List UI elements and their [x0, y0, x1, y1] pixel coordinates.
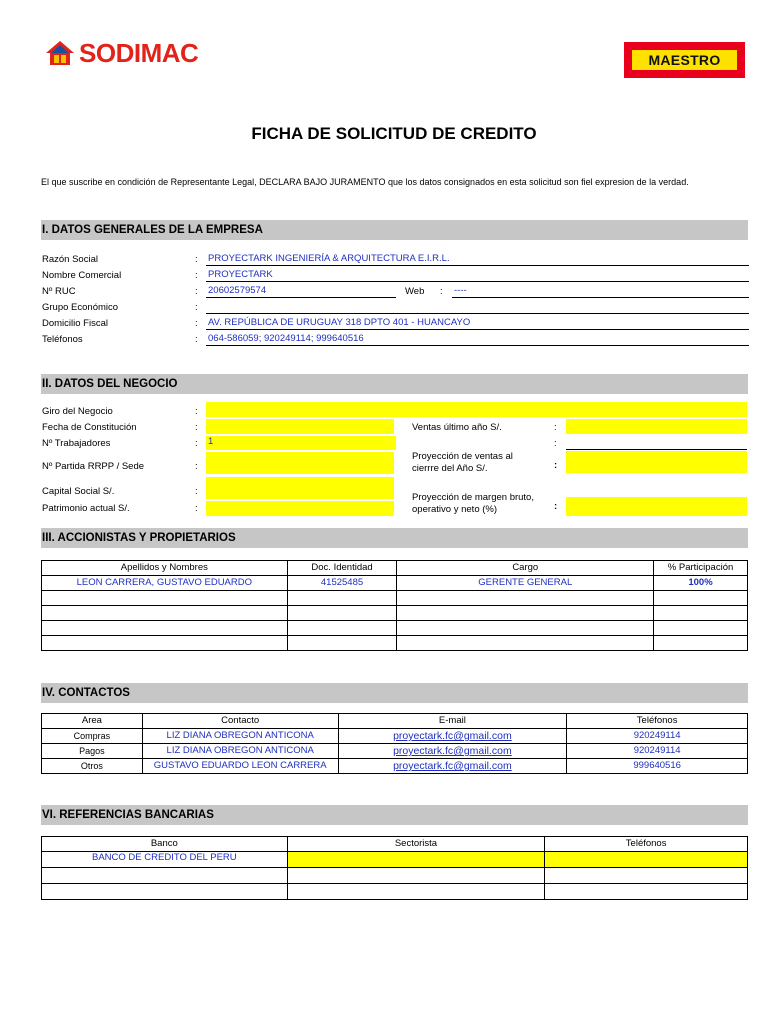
colon: :: [554, 422, 557, 433]
cell[interactable]: GERENTE GENERAL: [397, 576, 654, 591]
nombre-comercial-label: Nombre Comercial: [42, 270, 122, 281]
colon: :: [195, 486, 198, 497]
table-row: [42, 621, 748, 636]
ruc-field[interactable]: 20602579574: [206, 285, 396, 298]
cell[interactable]: [42, 868, 288, 884]
section-datos-generales: I. DATOS GENERALES DE LA EMPRESA: [41, 220, 748, 240]
web-field[interactable]: ----: [452, 285, 749, 298]
razon-social-field[interactable]: PROYECTARK INGENIERÍA & ARQUITECTURA E.I.R.L.: [206, 253, 749, 266]
web-label: Web: [405, 286, 425, 297]
cell[interactable]: [287, 884, 545, 900]
cell[interactable]: [654, 606, 748, 621]
telefonos-field[interactable]: 064-586059; 920249114; 999640516: [206, 333, 749, 346]
nombre-comercial-field[interactable]: PROYECTARK: [206, 269, 749, 282]
cell[interactable]: [397, 591, 654, 606]
colon: :: [195, 270, 198, 281]
giro-field[interactable]: [206, 402, 747, 417]
colon: :: [195, 302, 198, 313]
colon: :: [195, 334, 198, 345]
cell[interactable]: LEON CARRERA, GUSTAVO EDUARDO: [42, 576, 288, 591]
table-row: [42, 636, 748, 651]
cell[interactable]: 41525485: [287, 576, 397, 591]
table-row: [42, 729, 748, 744]
header-banco: Banco: [42, 837, 288, 852]
cell-telefono[interactable]: 920249114: [567, 729, 748, 744]
colon: :: [554, 501, 558, 512]
contactos-table: [41, 713, 748, 774]
cell-area: Otros: [42, 759, 143, 774]
ruc-label: Nº RUC: [42, 286, 76, 297]
cell[interactable]: [42, 884, 288, 900]
table-row: [42, 868, 748, 884]
cell-telefono[interactable]: 999640516: [567, 759, 748, 774]
table-row: [42, 591, 748, 606]
table-row: [42, 576, 748, 591]
razon-social-label: Razón Social: [42, 254, 98, 265]
cell[interactable]: [42, 591, 288, 606]
ventas-field[interactable]: [566, 419, 747, 434]
cell[interactable]: [397, 606, 654, 621]
table-row: [42, 852, 748, 868]
cell[interactable]: [42, 606, 288, 621]
domicilio-fiscal-field[interactable]: AV. REPÚBLICA DE URUGUAY 318 DPTO 401 - HUANCAYO: [206, 317, 749, 330]
telefonos-label: Teléfonos: [42, 334, 83, 345]
section-referencias-bancarias: VI. REFERENCIAS BANCARIAS: [41, 805, 748, 825]
section-accionistas: III. ACCIONISTAS Y PROPIETARIOS: [41, 528, 748, 548]
intro-declaration: El que suscribe en condición de Representante Legal, DECLARA BAJO JURAMENTO que los datos consignados en esta solicitud son fiel expresion de la verdad.: [41, 177, 689, 187]
capital-label: Capital Social S/.: [42, 486, 115, 497]
colon: :: [195, 318, 198, 329]
cell-contacto[interactable]: LIZ DIANA OBREGON ANTICONA: [142, 729, 338, 744]
proy-margen-field[interactable]: [566, 497, 747, 516]
section-contactos: IV. CONTACTOS: [41, 683, 748, 703]
cell-sectorista[interactable]: [287, 852, 545, 868]
colon: :: [554, 460, 558, 471]
table-row: [42, 884, 748, 900]
grupo-economico-field[interactable]: [206, 301, 749, 314]
email-link[interactable]: proyectark.fc@gmail.com: [338, 744, 567, 759]
fecha-constitucion-field[interactable]: [206, 419, 394, 434]
cell-telefono[interactable]: [545, 852, 748, 868]
house-icon: [45, 40, 75, 66]
header-participacion: % Participación: [654, 561, 748, 576]
table-row: [42, 606, 748, 621]
header-telefonos: Teléfonos: [567, 714, 748, 729]
colon: :: [195, 422, 198, 433]
cell[interactable]: [545, 884, 748, 900]
trabajadores-label: Nº Trabajadores: [42, 438, 111, 449]
header-area: Area: [42, 714, 143, 729]
cell[interactable]: [42, 636, 288, 651]
table-row: [42, 744, 748, 759]
grupo-economico-label: Grupo Económico: [42, 302, 119, 313]
cell[interactable]: [545, 868, 748, 884]
header-sectorista: Sectorista: [287, 837, 545, 852]
giro-label: Giro del Negocio: [42, 406, 113, 417]
cell[interactable]: [397, 636, 654, 651]
colon: :: [195, 503, 198, 514]
fecha-constitucion-label: Fecha de Constitución: [42, 422, 137, 433]
partida-field[interactable]: [206, 452, 394, 474]
table-row: [42, 759, 748, 774]
proy-ventas-label: Proyección de ventas al cierrre del Año S/.: [412, 451, 513, 474]
accionistas-table: [41, 560, 748, 651]
patrimonio-field[interactable]: [206, 501, 394, 516]
table-header: [42, 714, 748, 729]
referencias-table: [41, 836, 748, 900]
cell[interactable]: [287, 621, 397, 636]
capital-field[interactable]: [206, 477, 394, 499]
cell[interactable]: 100%: [654, 576, 748, 591]
cell-telefono[interactable]: 920249114: [567, 744, 748, 759]
cell-contacto[interactable]: LIZ DIANA OBREGON ANTICONA: [142, 744, 338, 759]
divider: [566, 449, 747, 450]
cell[interactable]: [42, 621, 288, 636]
section-datos-negocio: II. DATOS DEL NEGOCIO: [41, 374, 748, 394]
table-header: [42, 561, 748, 576]
cell[interactable]: [287, 636, 397, 651]
cell[interactable]: [287, 868, 545, 884]
page-title: FICHA DE SOLICITUD DE CREDITO: [251, 124, 537, 143]
cell[interactable]: [654, 621, 748, 636]
colon: :: [195, 286, 198, 297]
table-header: [42, 837, 748, 852]
cell-area: Compras: [42, 729, 143, 744]
ventas-label: Ventas último año S/.: [412, 422, 502, 433]
colon: :: [195, 254, 198, 265]
maestro-wordmark: MAESTRO: [632, 50, 737, 70]
cell-area: Pagos: [42, 744, 143, 759]
header-email: E-mail: [338, 714, 567, 729]
domicilio-fiscal-label: Domicilio Fiscal: [42, 318, 108, 329]
colon: :: [554, 438, 557, 449]
header-contacto: Contacto: [142, 714, 338, 729]
header-doc: Doc. Identidad: [287, 561, 397, 576]
colon: :: [195, 461, 198, 472]
cell[interactable]: [397, 621, 654, 636]
cell[interactable]: [654, 636, 748, 651]
cell-banco[interactable]: BANCO DE CREDITO DEL PERU: [42, 852, 288, 868]
email-link[interactable]: proyectark.fc@gmail.com: [338, 759, 567, 774]
proy-margen-label: Proyección de margen bruto, operativo y neto (%): [412, 492, 534, 515]
sodimac-wordmark: SODIMAC: [79, 38, 199, 68]
partida-label: Nº Partida RRPP / Sede: [42, 461, 145, 472]
patrimonio-label: Patrimonio actual S/.: [42, 503, 130, 514]
maestro-logo: [624, 42, 745, 78]
cell-contacto[interactable]: GUSTAVO EDUARDO LEON CARRERA: [142, 759, 338, 774]
proy-ventas-field[interactable]: [566, 451, 747, 473]
colon: :: [195, 406, 198, 417]
sodimac-logo: [45, 38, 220, 68]
email-link[interactable]: proyectark.fc@gmail.com: [338, 729, 567, 744]
cell[interactable]: [287, 591, 397, 606]
header-telefonos: Teléfonos: [545, 837, 748, 852]
header-cargo: Cargo: [397, 561, 654, 576]
trabajadores-field[interactable]: 1: [206, 436, 396, 450]
header-apellidos: Apellidos y Nombres: [42, 561, 288, 576]
colon: :: [195, 438, 198, 449]
cell[interactable]: [654, 591, 748, 606]
colon: :: [440, 286, 443, 297]
cell[interactable]: [287, 606, 397, 621]
